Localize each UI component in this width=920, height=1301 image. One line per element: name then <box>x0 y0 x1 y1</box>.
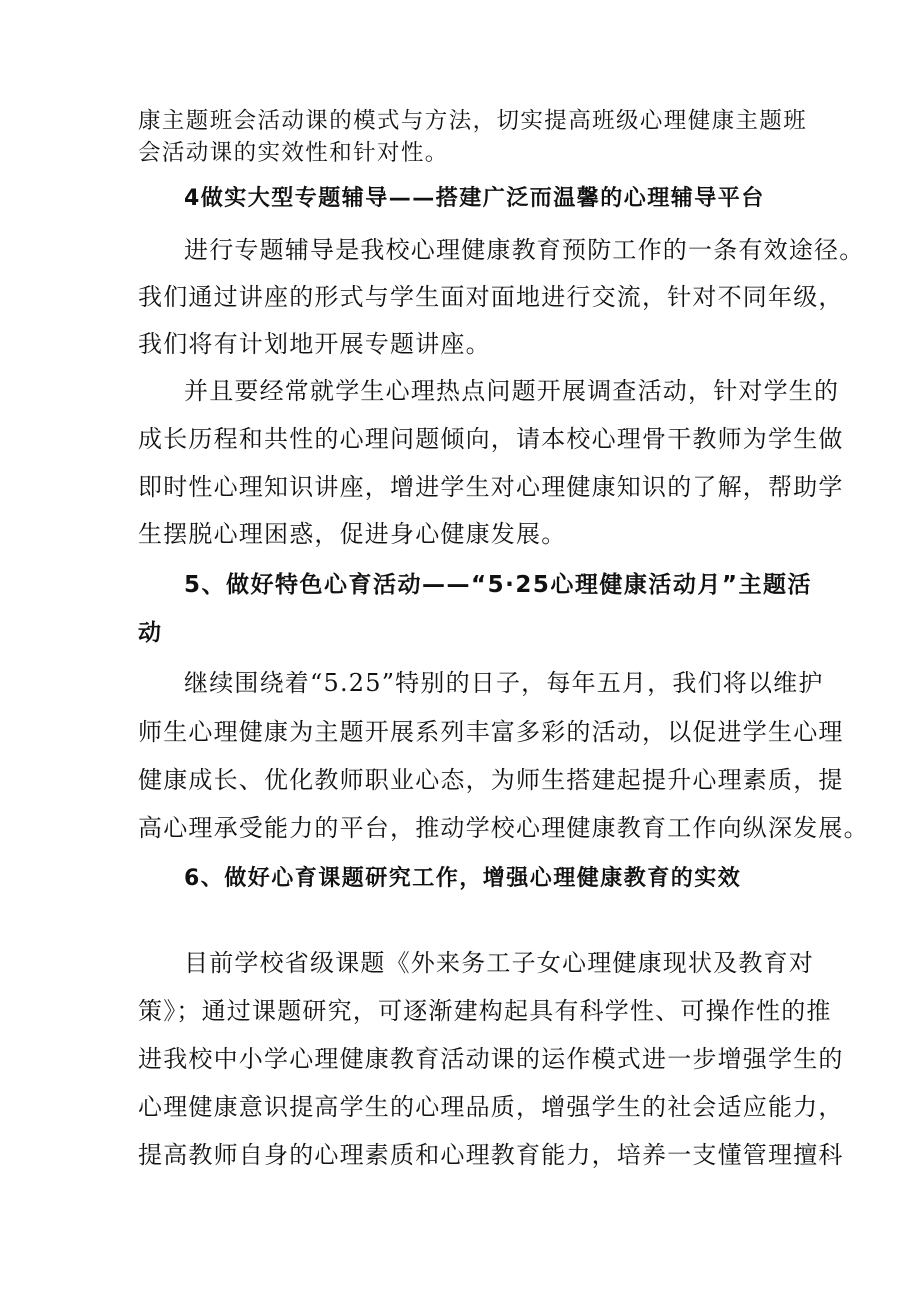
section-heading-6: 6、做好心育课题研究工作，增强心理健康教育的实效 <box>184 866 742 891</box>
paragraph-line: 目前学校省级课题《外来务工子女心理健康现状及教育对 <box>184 949 814 977</box>
paragraph-line: 成长历程和共性的心理问题倾向，请本校心理骨干教师为学生做 <box>138 425 844 453</box>
paragraph-line: 师生心理健康为主题开展系列丰富多彩的活动，以促进学生心理 <box>138 718 844 746</box>
paragraph-line: 高心理承受能力的平台，推动学校心理健康教育工作向纵深发展。 <box>138 814 869 842</box>
paragraph-line: 生摆脱心理困惑，促进身心健康发展。 <box>138 520 567 548</box>
paragraph-line: 继续围绕着“5.25”特别的日子，每年五月，我们将以维护 <box>184 669 824 697</box>
paragraph-line: 策》；通过课题研究，可逐渐建构起具有科学性、可操作性的推 <box>138 997 832 1025</box>
paragraph-line: 进我校中小学心理健康教育活动课的运作模式进一步增强学生的 <box>138 1045 844 1073</box>
paragraph-line: 进行专题辅导是我校心理健康教育预防工作的一条有效途径。 <box>184 236 865 264</box>
paragraph-line: 康主题班会活动课的模式与方法，切实提高班级心理健康主题班 <box>138 108 808 134</box>
paragraph-line: 会活动课的实效性和针对性。 <box>138 140 449 166</box>
paragraph-line: 我们通过讲座的形式与学生面对面地进行交流，针对不同年级， <box>138 283 844 311</box>
section-heading-4: 4做实大型专题辅导——搭建广泛而温馨的心理辅导平台 <box>184 186 765 211</box>
paragraph-line: 即时性心理知识讲座，增进学生对心理健康知识的了解，帮助学 <box>138 473 844 501</box>
paragraph-line: 我们将有计划地开展专题讲座。 <box>138 330 491 358</box>
paragraph-line: 健康成长、优化教师职业心态，为师生搭建起提升心理素质，提 <box>138 766 844 794</box>
paragraph-line: 提高教师自身的心理素质和心理教育能力，培养一支懂管理擅科 <box>138 1141 844 1169</box>
section-heading-5-cont: 动 <box>138 620 163 646</box>
paragraph-line: 心理健康意识提高学生的心理品质，增强学生的社会适应能力， <box>138 1093 844 1121</box>
paragraph-line: 并且要经常就学生心理热点问题开展调查活动，针对学生的 <box>184 377 840 405</box>
section-heading-5: 5、做好特色心育活动——“5·25心理健康活动月”主题活 <box>184 572 812 598</box>
